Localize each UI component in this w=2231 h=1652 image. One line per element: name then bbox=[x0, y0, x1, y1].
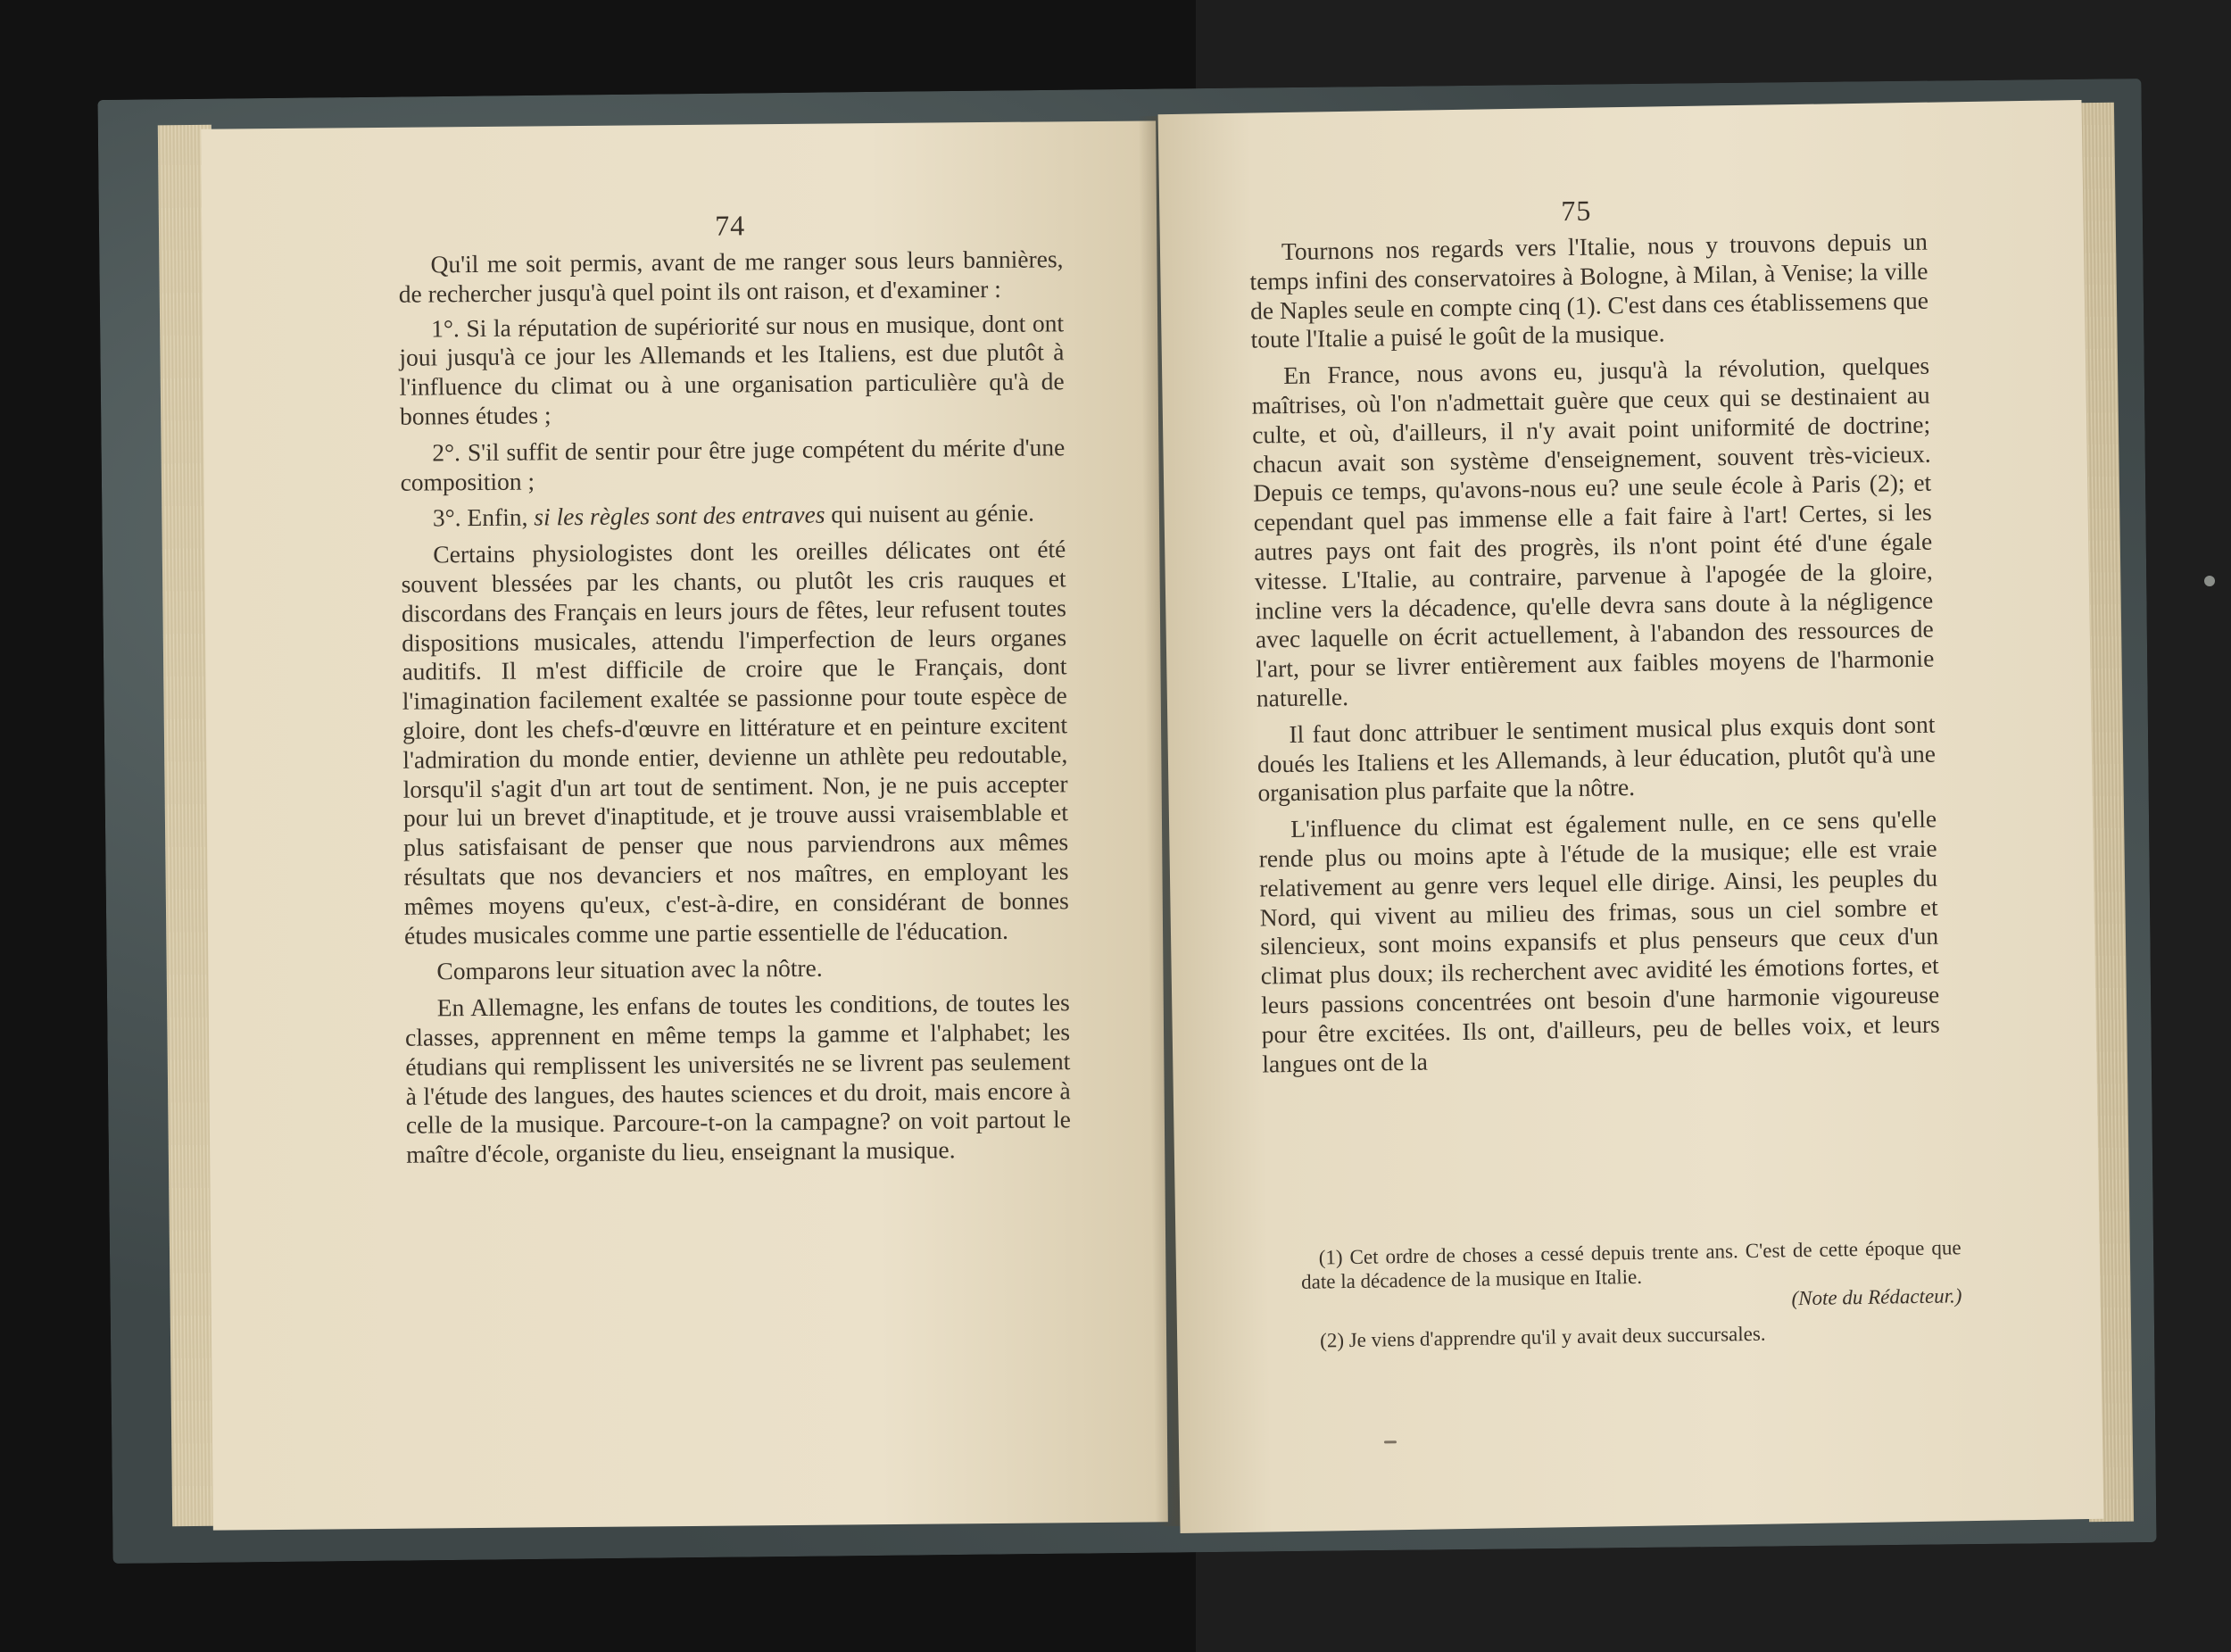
paragraph: 1°. Si la réputation de supériorité sur nous en musique, dont ont joui jusqu'à ce jour les Allemands et les Italiens, est due plutôt à l'influence du climat ou à une organisation particulière qu'à de bonnes études ; bbox=[399, 308, 1065, 430]
right-page-text bbox=[1249, 228, 1941, 1086]
paragraph: L'influence du climat est également nulle, en ce sens qu'elle rende plus ou moins apte à l'étude de la musique; elle est vraie relativement au genre vers lequel elle dirige. Ainsi, les peuples du Nord, qui vivent au milieu des frimas, sous un ciel sombre et silencieux, sont moins expansifs et plus penseurs que ceux d'un climat plus doux; ils recherchent avec avidité les émotions fortes, et leurs passions concentrées ont besoin d'une harmonie vigoureuse pour être excitées. Ils ont, d'ailleurs, peu de belles voix, et leurs langues ont de la bbox=[1258, 804, 1940, 1078]
right-page bbox=[1158, 100, 2104, 1533]
page-number-left: 74 bbox=[714, 209, 746, 242]
footnote-1-credit: (Note du Rédacteur.) bbox=[1791, 1284, 1962, 1310]
footnotes bbox=[1301, 1235, 1963, 1364]
left-page-text bbox=[398, 245, 1071, 1176]
paragraph: 2°. S'il suffit de sentir pour être juge compétent du mérite d'une composition ; bbox=[400, 433, 1066, 496]
left-page bbox=[201, 120, 1168, 1530]
paragraph: Certains physiologistes dont les oreilles délicates ont été souvent blessées par les chants, ou plutôt les cris rauques et discordans des Français en leurs jours de fêtes, leur refusent toutes dispositions musicales, attendu l'imperfection de leurs organes auditifs. Il m'est difficile de croire que le Français, dont l'imagination facilement exaltée se passionne pour toute espèce de gloire, dont les chefs-d'œuvre en littérature et en peinture excitent l'admiration du monde entier, devienne un athlète peu redoutable, lorsqu'il s'agit d'un art tout de sentiment. Non, je ne puis accepter pour lui un brevet d'inaptitude, et je trouve aussi vraisemblable et plus satisfaisant de penser que nous parviendrons aux mêmes résultats que nos devanciers et nos maîtres, en employant les mêmes moyens qu'eux, c'est-à-dire, en considérant de bonnes études musicales comme une partie essentielle de l'éducation. bbox=[401, 535, 1069, 950]
paragraph: Qu'il me soit permis, avant de me ranger sous leurs bannières, de rechercher jusqu'à quel point ils ont raison, et d'examiner : bbox=[398, 245, 1064, 308]
paragraph: Il faut donc attribuer le sentiment musical plus exquis dont sont doués les Italiens et les Allemands, à leur éducation, plutôt qu'à une organisation plus parfaite que la nôtre. bbox=[1256, 710, 1937, 807]
footnote-1-text: (1) Cet ordre de choses a cessé depuis trente ans. C'est de cette époque que date la décadence de la musique en Italie. bbox=[1300, 1236, 1961, 1293]
item3-italic: si les règles sont des entraves bbox=[534, 500, 825, 531]
item3-suffix: qui nuisent au génie. bbox=[825, 498, 1035, 528]
binding-hole bbox=[2204, 576, 2215, 586]
paragraph: En Allemagne, les enfans de toutes les conditions, de toutes les classes, apprennent en même temps la gamme et l'alphabet; les étudians qui remplissent les universités ne se livrent pas seulement à l'étude des langues, des hautes sciences et du droit, mais encore à celle de la musique. Parcoure-t-on la campagne? on voit partout le maître d'école, organiste du lieu, enseignant la musique. bbox=[404, 988, 1072, 1168]
paragraph-item-3 bbox=[401, 499, 1066, 534]
stray-mark bbox=[1384, 1440, 1397, 1443]
footnote-1 bbox=[1301, 1235, 1962, 1318]
item3-prefix: 3°. Enfin, bbox=[432, 502, 535, 532]
paragraph: En France, nous avons eu, jusqu'à la révolution, quelques maîtrises, où l'on n'admettait guère que ceux qui se destinaient au culte, et où, d'ailleurs, il n'y avait point uniformité de doctrine; chacun avait son système d'enseignement, souvent très-vicieux. Depuis ce temps, qu'avons-nous eu? une seule école à Paris (2); et cependant quel pas immense elle a fait faire à l'art! Certes, si les autres pays ont fait des progrès, ils n'ont point été d'une égale vitesse. L'Italie, au contraire, parvenue à l'apogée de la gloire, incline vers la décadence, qu'elle devra sans doute à la négligence avec laquelle on écrit actuellement, à l'abandon des ressources de l'art, pour se livrer entièrement aux faibles moyens de l'harmonie naturelle. bbox=[1251, 351, 1935, 712]
paragraph: Tournons nos regards vers l'Italie, nous y trouvons depuis un temps infini des conservatoires à Bologne, à Milan, à Venise; la ville de Naples seule en compte cinq (1). C'est dans ces établissemens que toute l'Italie a puisé le goût de la musique. bbox=[1249, 227, 1929, 354]
footnote-2: (2) Je viens d'apprendre qu'il y avait deux succursales. bbox=[1319, 1322, 1766, 1352]
page-number-right: 75 bbox=[1561, 194, 1592, 228]
paragraph: Comparons leur situation avec la nôtre. bbox=[436, 953, 823, 985]
